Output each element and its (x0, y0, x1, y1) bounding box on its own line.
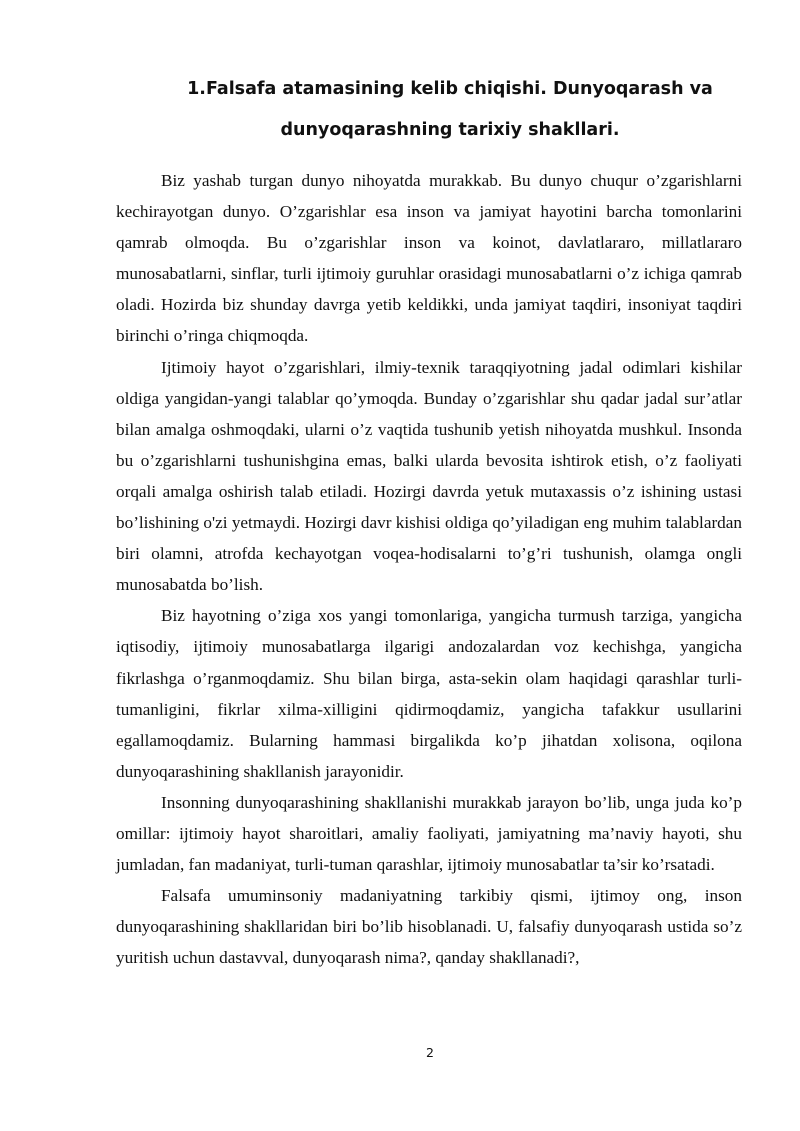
paragraph-4: Insonning dunyoqarashining shakllanishi murakkab jarayon bo’lib, unga juda ko’p omillar: ijtimoiy hayot sharoitlari, amaliy faoliyati, jamiyatning ma’naviy hayoti, shu jumladan, fan madaniyat, turli-tuman qarashlar, ijtimoiy munosabatlar ta’sir ko’rsatadi. (116, 792, 742, 875)
paragraph-2: Ijtimoiy hayot o’zgarishlari, ilmiy-texnik taraqqiyotning jadal odimlari kishilar oldiga yangidan-yangi talablar qo’ymoqda. Bunday o’zgarishlar shu qadar jadal sur’atlar bilan amalga oshmoqdaki, ularni o’z vaqtida tushunib yetish nihoyatda mushkul. Insonda bu o’zgarishlarni tushunishgina emas, balki ularda bevosita ishtirok etish, o’z faoliyati orqali amalga oshirish talab etiladi. Hozirgi davrda yetuk mutaxassis o’z ishining ustasi bo’lishining o'zi yetmaydi. Hozirgi davr kishisi oldiga qo’yiladigan eng muhim talablardan biri olamni, atrofda kechayotgan voqea-hodisalarni to’g’ri tushunish, olamga ongli munosabatda bo’lish. (116, 357, 742, 595)
document-body (116, 165, 742, 973)
paragraph-5: Falsafa umuminsoniy madaniyatning tarkibiy qismi, ijtimoy ong, inson dunyoqarashining shakllaridan biri bo’lib hisoblanadi. U, falsafiy dunyoqarash ustida so’z yuritish uchun dastavval, dunyoqarash nima?, qanday shakllanadi?, (116, 886, 742, 968)
paragraph-1: Biz yashab turgan dunyo nihoyatda murakkab. Bu dunyo chuqur o’zgarishlarni kechirayotgan dunyo. O’zgarishlar esa inson va jamiyat hayotini barcha tomonlarini qamrab olmoqda. Bu o’zgarishlar inson va koinot, davlatlararo, millatlararo munosabatlarni, sinflar, turli ijtimoiy guruhlar orasidagi munosabatlarni o’z ichiga qamrab oladi. Hozirda biz shunday davrga yetib keldikki, unda jamiyat taqdiri, insoniyat taqdiri birinchi o’ringa chiqmoqda. (116, 171, 742, 346)
page-number: 2 (426, 1045, 434, 1060)
paragraph-3: Biz hayotning o’ziga xos yangi tomonlariga, yangicha turmush tarziga, yangicha iqtisodiy, ijtimoiy munosabatlarga ilgarigi andozalardan voz kechishga, yangicha fikrlashga o’rganmoqdamiz. Shu bilan birga, asta-sekin olam haqidagi qarashlar turli-tumanligini, fikrlar xilma-xilligini qidirmoqdamiz, yangicha tafakkur usullarini egallamoqdamiz. Bularning hammasi birgalikda ko’p jihatdan xolisona, oqilona dunyoqarashining shakllanish jarayonidir. (116, 606, 742, 781)
page-title-line-2: dunyoqarashning tarixiy shakllari. (280, 120, 620, 140)
page-title-line-1: 1.Falsafa atamasining kelib chiqishi. Dunyoqarash va (187, 79, 713, 99)
